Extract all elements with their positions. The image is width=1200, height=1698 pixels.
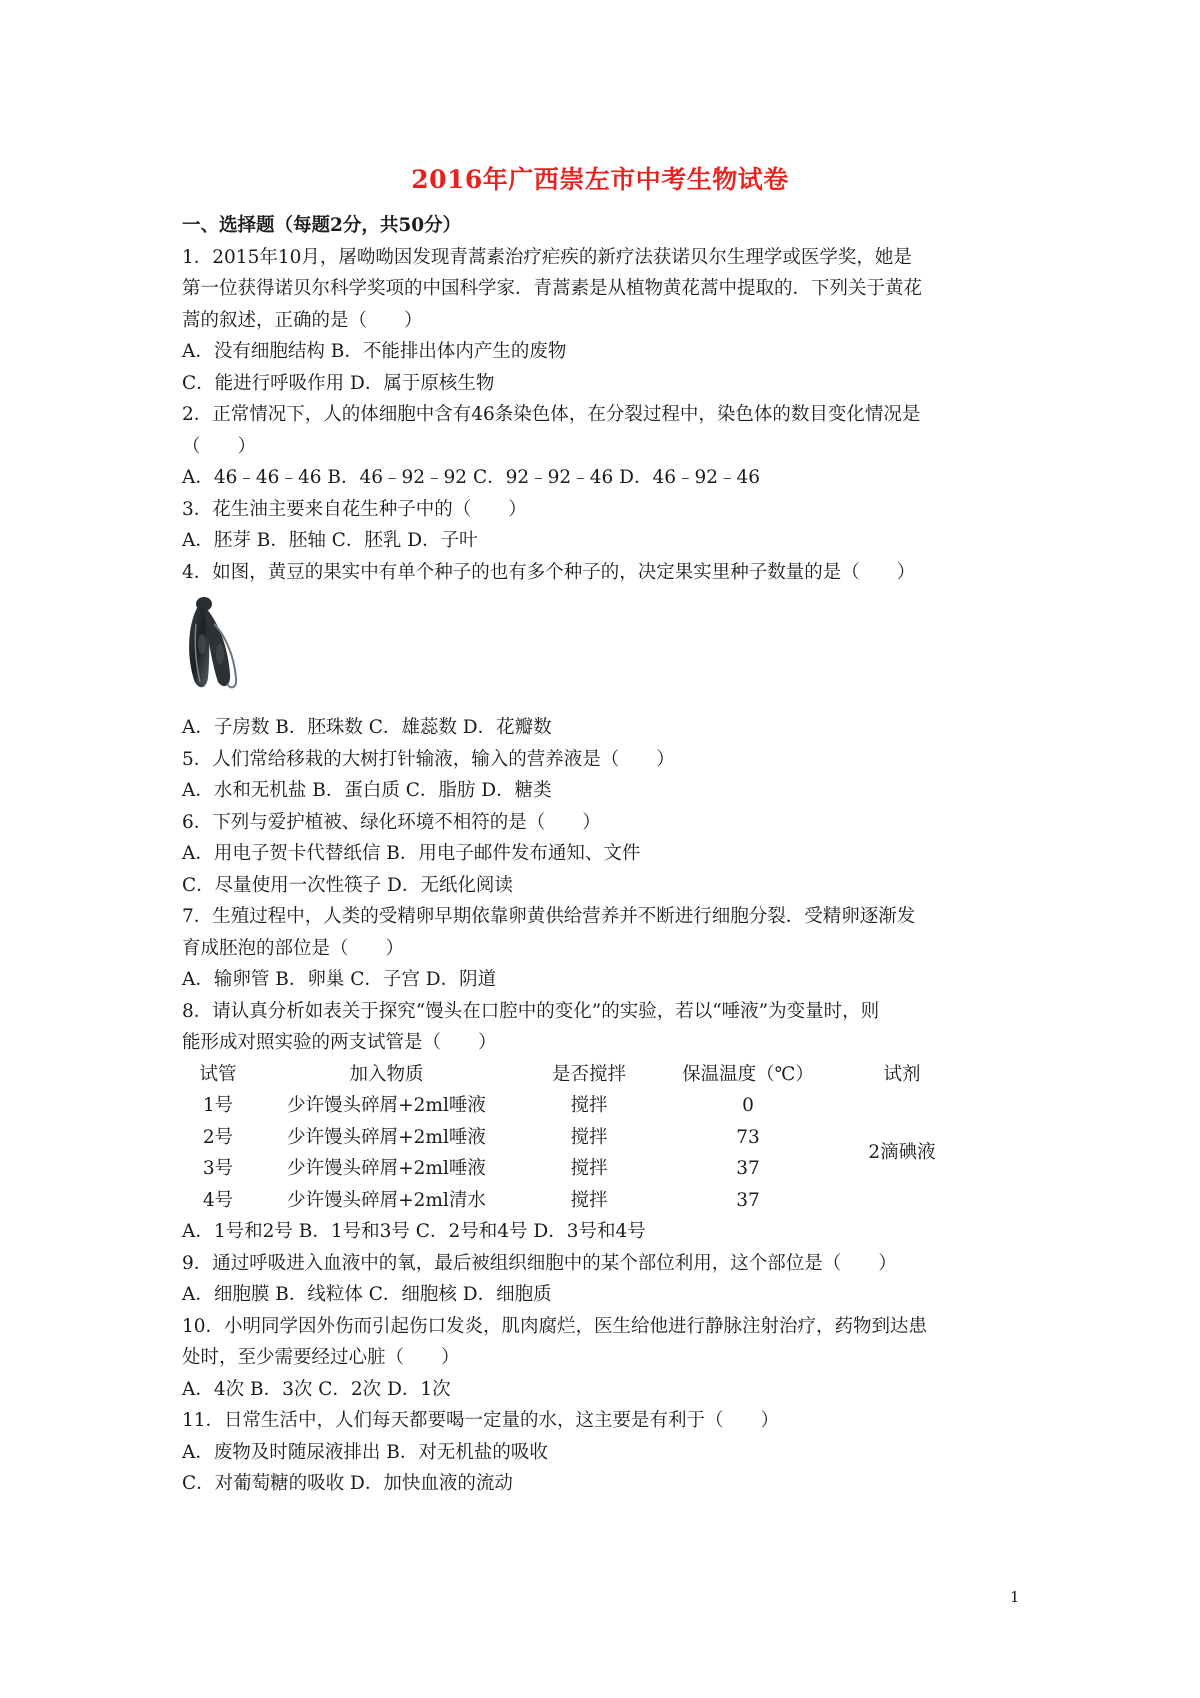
cell-reagent: 2滴碘液 <box>868 1142 936 1164</box>
cell-tube: 2号 <box>202 1126 234 1148</box>
question-6-stem: 6．下列与爱护植被、绿化环境不相符的是（ ） <box>182 811 601 833</box>
cell-temperature: 37 <box>736 1158 760 1179</box>
cell-temperature: 37 <box>736 1189 760 1211</box>
question-5-options: A．水和无机盐 B．蛋白质 C．脂肪 D．糖类 <box>182 780 552 801</box>
experiment-table <box>182 1059 967 1217</box>
cell-stir: 搅拌 <box>570 1126 608 1148</box>
section-heading: 一、选择题（每题2分，共50分） <box>182 215 462 236</box>
question-3-options: A．胚芽 B．胚轴 C．胚乳 D．子叶 <box>182 530 478 551</box>
question-2-stem: （ ） <box>182 435 257 457</box>
question-7-stem: 7．生殖过程中，人类的受精卵早期依靠卵黄供给营养并不断进行细胞分裂．受精卵逐渐发 <box>182 906 916 927</box>
question-3-stem: 3．花生油主要来自花生种子中的（ ） <box>182 498 527 520</box>
question-1-stem: 1．2015年10月，屠呦呦因发现青蒿素治疗疟疾的新疗法获诺贝尔生理学或医学奖，她是 <box>182 246 912 268</box>
question-6-options: A．用电子贺卡代替纸信 B．用电子邮件发布通知、文件 <box>182 843 641 864</box>
cell-tube: 3号 <box>202 1158 234 1179</box>
question-1-stem: 蒿的叙述，正确的是（ ） <box>182 309 423 331</box>
question-9-stem: 9．通过呼吸进入血液中的氧，最后被组织细胞中的某个部位利用，这个部位是（ ） <box>182 1252 897 1274</box>
exam-content <box>182 210 1032 1500</box>
question-8-stem: 能形成对照实验的两支试管是（ ） <box>182 1032 497 1053</box>
question-2-options: A．46﹣46﹣46 B．46﹣92﹣92 C．92﹣92﹣46 D．46﹣92﹣46 <box>182 467 761 488</box>
cell-tube: 1号 <box>202 1095 234 1116</box>
header-tube: 试管 <box>199 1063 237 1085</box>
question-1-options: A．没有细胞结构 B．不能排出体内产生的废物 <box>182 341 567 362</box>
question-10-stem: 10．小明同学因外伤而引起伤口发炎，肌肉腐烂，医生给他进行静脉注射治疗，药物到达患 <box>182 1315 928 1337</box>
table-header-row <box>182 1059 967 1091</box>
exam-title: 2016年广西崇左市中考生物试卷 <box>411 165 789 194</box>
question-5-stem: 5．人们常给移栽的大树打针输液，输入的营养液是（ ） <box>182 748 675 770</box>
question-7-options: A．输卵管 B．卵巢 C．子宫 D．阴道 <box>182 969 497 990</box>
question-2-stem: 2．正常情况下，人的体细胞中含有46条染色体，在分裂过程中，染色体的数目变化情况是 <box>182 404 921 425</box>
cell-temperature: 73 <box>736 1126 760 1148</box>
table-row <box>182 1090 967 1122</box>
soybean-pod-figure <box>184 594 246 694</box>
cell-substance: 少许馒头碎屑+2ml唾液 <box>287 1158 486 1179</box>
question-8-stem: 8．请认真分析如表关于探究“馒头在口腔中的变化”的实验，若以“唾液”为变量时，则 <box>182 1000 880 1022</box>
header-temperature: 保温温度（℃） <box>682 1063 814 1085</box>
question-11-options: C．对葡萄糖的吸收 D．加快血液的流动 <box>182 1473 513 1494</box>
page-number: 1 <box>1010 1588 1020 1606</box>
question-4-options: A．子房数 B．胚珠数 C．雄蕊数 D．花瓣数 <box>182 717 552 738</box>
cell-substance: 少许馒头碎屑+2ml唾液 <box>287 1126 486 1148</box>
question-9-options: A．细胞膜 B．线粒体 C．细胞核 D．细胞质 <box>182 1284 552 1305</box>
cell-tube: 4号 <box>202 1189 234 1211</box>
header-reagent: 试剂 <box>883 1063 921 1085</box>
soybean-pod-image <box>184 594 246 694</box>
cell-substance: 少许馒头碎屑+2ml清水 <box>287 1189 486 1211</box>
question-8-options: A．1号和2号 B．1号和3号 C．2号和4号 D．3号和4号 <box>182 1221 646 1242</box>
question-1-stem: 第一位获得诺贝尔科学奖项的中国科学家．青蒿素是从植物黄花蒿中提取的．下列关于黄花 <box>182 278 923 299</box>
cell-substance: 少许馒头碎屑+2ml唾液 <box>287 1095 486 1116</box>
question-10-options: A．4次 B．3次 C．2次 D．1次 <box>182 1378 451 1400</box>
question-4-stem: 4．如图，黄豆的果实中有单个种子的也有多个种子的，决定果实里种子数量的是（ ） <box>182 561 916 583</box>
question-11-stem: 11．日常生活中，人们每天都要喝一定量的水，这主要是有利于（ ） <box>182 1410 780 1431</box>
cell-temperature: 0 <box>742 1095 754 1116</box>
cell-stir: 搅拌 <box>570 1095 608 1116</box>
cell-stir: 搅拌 <box>570 1189 608 1211</box>
question-11-options: A．废物及时随尿液排出 B．对无机盐的吸收 <box>182 1441 548 1463</box>
question-1-options: C．能进行呼吸作用 D．属于原核生物 <box>182 372 495 394</box>
question-10-stem: 处时，至少需要经过心脏（ ） <box>182 1347 460 1368</box>
question-6-options: C．尽量使用一次性筷子 D．无纸化阅读 <box>182 874 513 896</box>
header-stir: 是否搅拌 <box>551 1063 626 1085</box>
cell-stir: 搅拌 <box>570 1158 608 1179</box>
question-7-stem: 育成胚泡的部位是（ ） <box>182 937 405 959</box>
header-substance: 加入物质 <box>349 1063 424 1085</box>
